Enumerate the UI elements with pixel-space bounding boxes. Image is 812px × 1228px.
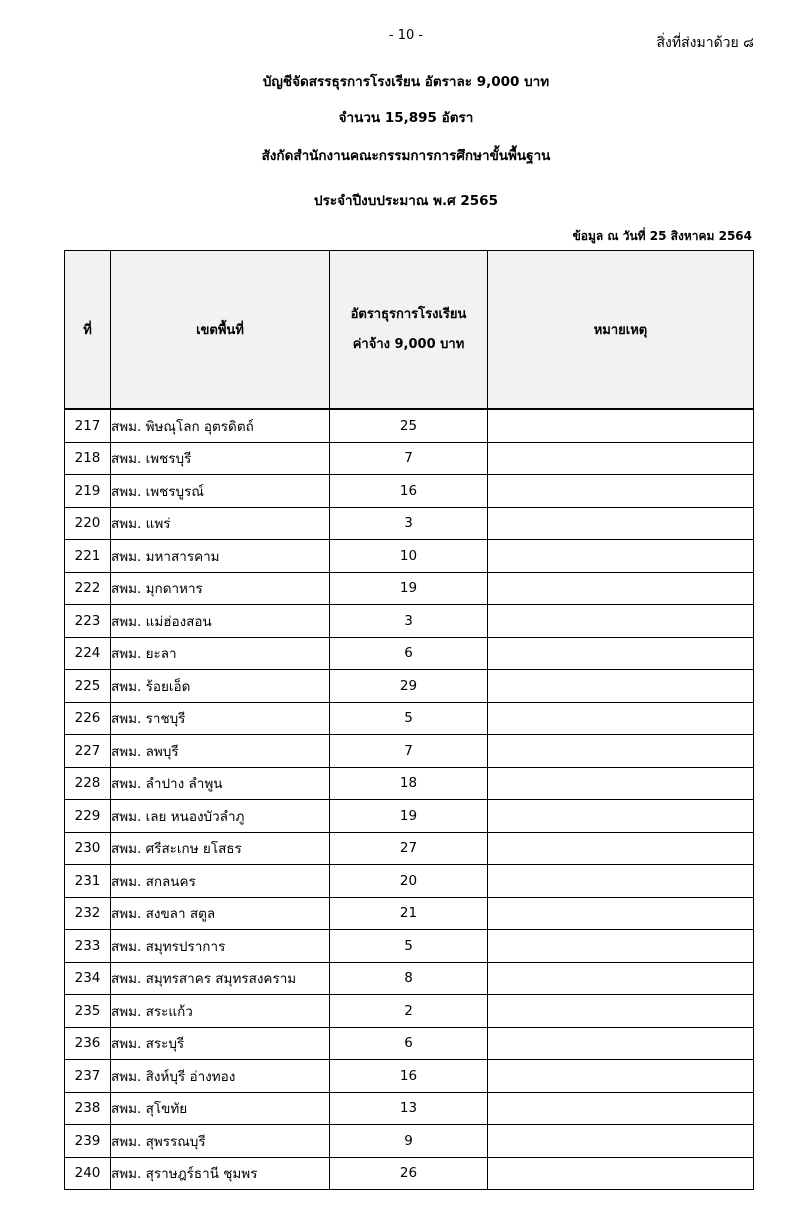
- cell-count: 9: [330, 1125, 488, 1158]
- table-body: [65, 409, 754, 1190]
- cell-no: 221: [65, 540, 111, 573]
- cell-remark: [488, 605, 754, 638]
- cell-count: 25: [330, 409, 488, 442]
- cell-count: 7: [330, 735, 488, 768]
- cell-count: 5: [330, 702, 488, 735]
- cell-no: 236: [65, 1027, 111, 1060]
- cell-count: 13: [330, 1092, 488, 1125]
- cell-no: 240: [65, 1157, 111, 1190]
- table-row: [65, 1157, 754, 1190]
- table-row: [65, 1125, 754, 1158]
- table-row: [65, 572, 754, 605]
- cell-area: สพม. สมุทรปราการ: [111, 930, 330, 963]
- cell-no: 238: [65, 1092, 111, 1125]
- cell-area: สพม. พิษณุโลก อุตรดิตถ์: [111, 409, 330, 442]
- cell-count: 18: [330, 767, 488, 800]
- table-row: [65, 409, 754, 442]
- cell-count: 26: [330, 1157, 488, 1190]
- cell-remark: [488, 670, 754, 703]
- cell-area: สพม. สมุทรสาคร สมุทรสงคราม: [111, 962, 330, 995]
- table-header-row: [65, 251, 754, 410]
- cell-count: 10: [330, 540, 488, 573]
- document-subtitle-count: จำนวน 15,895 อัตรา: [338, 110, 474, 126]
- cell-no: 217: [65, 409, 111, 442]
- attachment-label: สิ่งที่ส่งมาด้วย ๘: [656, 35, 754, 51]
- header-remark: หมายเหตุ: [488, 251, 754, 410]
- cell-remark: [488, 897, 754, 930]
- cell-area: สพม. ลพบุรี: [111, 735, 330, 768]
- document-title: บัญชีจัดสรรธุรการโรงเรียน อัตราละ 9,000 บาท: [262, 74, 550, 90]
- cell-count: 6: [330, 1027, 488, 1060]
- cell-area: สพม. สุพรรณบุรี: [111, 1125, 330, 1158]
- table-row: [65, 930, 754, 963]
- table-row: [65, 735, 754, 768]
- table-row: [65, 540, 754, 573]
- cell-area: สพม. สกลนคร: [111, 865, 330, 898]
- cell-area: สพม. มุกดาหาร: [111, 572, 330, 605]
- cell-remark: [488, 1060, 754, 1093]
- cell-count: 7: [330, 442, 488, 475]
- cell-count: 21: [330, 897, 488, 930]
- cell-no: 222: [65, 572, 111, 605]
- cell-count: 16: [330, 475, 488, 508]
- table-row: [65, 1060, 754, 1093]
- table-row: [65, 897, 754, 930]
- table-row: [65, 637, 754, 670]
- cell-remark: [488, 1125, 754, 1158]
- cell-no: 220: [65, 507, 111, 540]
- cell-area: สพม. สุราษฎร์ธานี ชุมพร: [111, 1157, 330, 1190]
- cell-area: สพม. สุโขทัย: [111, 1092, 330, 1125]
- cell-remark: [488, 540, 754, 573]
- cell-count: 27: [330, 832, 488, 865]
- cell-count: 19: [330, 572, 488, 605]
- table-row: [65, 507, 754, 540]
- cell-remark: [488, 409, 754, 442]
- cell-no: 219: [65, 475, 111, 508]
- table-row: [65, 1092, 754, 1125]
- cell-no: 224: [65, 637, 111, 670]
- cell-count: 6: [330, 637, 488, 670]
- cell-remark: [488, 572, 754, 605]
- cell-no: 239: [65, 1125, 111, 1158]
- cell-remark: [488, 865, 754, 898]
- cell-remark: [488, 507, 754, 540]
- cell-no: 225: [65, 670, 111, 703]
- header-rate: [330, 251, 488, 410]
- cell-area: สพม. มหาสารคาม: [111, 540, 330, 573]
- cell-area: สพม. ยะลา: [111, 637, 330, 670]
- table-row: [65, 605, 754, 638]
- cell-area: สพม. สิงห์บุรี อ่างทอง: [111, 1060, 330, 1093]
- cell-no: 235: [65, 995, 111, 1028]
- cell-remark: [488, 1027, 754, 1060]
- table-row: [65, 962, 754, 995]
- cell-remark: [488, 1157, 754, 1190]
- cell-remark: [488, 637, 754, 670]
- header-no: ที่: [65, 251, 111, 410]
- document-subtitle-fiscal-year: ประจำปีงบประมาณ พ.ศ 2565: [314, 193, 498, 209]
- table-row: [65, 475, 754, 508]
- cell-area: สพม. ร้อยเอ็ด: [111, 670, 330, 703]
- cell-remark: [488, 767, 754, 800]
- cell-remark: [488, 995, 754, 1028]
- cell-no: 223: [65, 605, 111, 638]
- cell-area: สพม. ราชบุรี: [111, 702, 330, 735]
- table-row: [65, 832, 754, 865]
- cell-remark: [488, 930, 754, 963]
- cell-count: 8: [330, 962, 488, 995]
- cell-count: 3: [330, 605, 488, 638]
- cell-count: 5: [330, 930, 488, 963]
- cell-no: 234: [65, 962, 111, 995]
- data-as-of-date: ข้อมูล ณ วันที่ 25 สิงหาคม 2564: [572, 229, 752, 243]
- cell-area: สพม. สระแก้ว: [111, 995, 330, 1028]
- header-rate-line1: อัตราธุรการโรงเรียน: [350, 306, 467, 322]
- page-number: - 10 -: [388, 28, 424, 43]
- cell-area: สพม. เพชรบูรณ์: [111, 475, 330, 508]
- cell-area: สพม. สระบุรี: [111, 1027, 330, 1060]
- table-row: [65, 800, 754, 833]
- cell-count: 19: [330, 800, 488, 833]
- cell-no: 230: [65, 832, 111, 865]
- table-row: [65, 1027, 754, 1060]
- cell-area: สพม. เพชรบุรี: [111, 442, 330, 475]
- cell-area: สพม. แพร่: [111, 507, 330, 540]
- cell-count: 16: [330, 1060, 488, 1093]
- table-row: [65, 702, 754, 735]
- cell-no: 229: [65, 800, 111, 833]
- cell-area: สพม. แม่ฮ่องสอน: [111, 605, 330, 638]
- cell-remark: [488, 702, 754, 735]
- cell-remark: [488, 800, 754, 833]
- table-row: [65, 767, 754, 800]
- table-row: [65, 995, 754, 1028]
- cell-remark: [488, 962, 754, 995]
- cell-no: 218: [65, 442, 111, 475]
- table-row: [65, 865, 754, 898]
- cell-no: 233: [65, 930, 111, 963]
- cell-no: 228: [65, 767, 111, 800]
- cell-no: 226: [65, 702, 111, 735]
- cell-count: 29: [330, 670, 488, 703]
- cell-area: สพม. เลย หนองบัวลำภู: [111, 800, 330, 833]
- cell-no: 237: [65, 1060, 111, 1093]
- cell-remark: [488, 735, 754, 768]
- cell-no: 232: [65, 897, 111, 930]
- cell-area: สพม. ลำปาง ลำพูน: [111, 767, 330, 800]
- table-row: [65, 442, 754, 475]
- document-subtitle-agency: สังกัดสำนักงานคณะกรรมการการศึกษาขั้นพื้นฐาน: [261, 148, 551, 164]
- cell-area: สพม. ศรีสะเกษ ยโสธร: [111, 832, 330, 865]
- allocation-table: [64, 250, 754, 1190]
- cell-count: 2: [330, 995, 488, 1028]
- cell-no: 227: [65, 735, 111, 768]
- cell-count: 3: [330, 507, 488, 540]
- cell-no: 231: [65, 865, 111, 898]
- cell-count: 20: [330, 865, 488, 898]
- table-row: [65, 670, 754, 703]
- cell-remark: [488, 442, 754, 475]
- cell-remark: [488, 832, 754, 865]
- cell-remark: [488, 475, 754, 508]
- header-area: เขตพื้นที่: [111, 251, 330, 410]
- cell-area: สพม. สงขลา สตูล: [111, 897, 330, 930]
- header-rate-line2: ค่าจ้าง 9,000 บาท: [352, 336, 465, 352]
- cell-remark: [488, 1092, 754, 1125]
